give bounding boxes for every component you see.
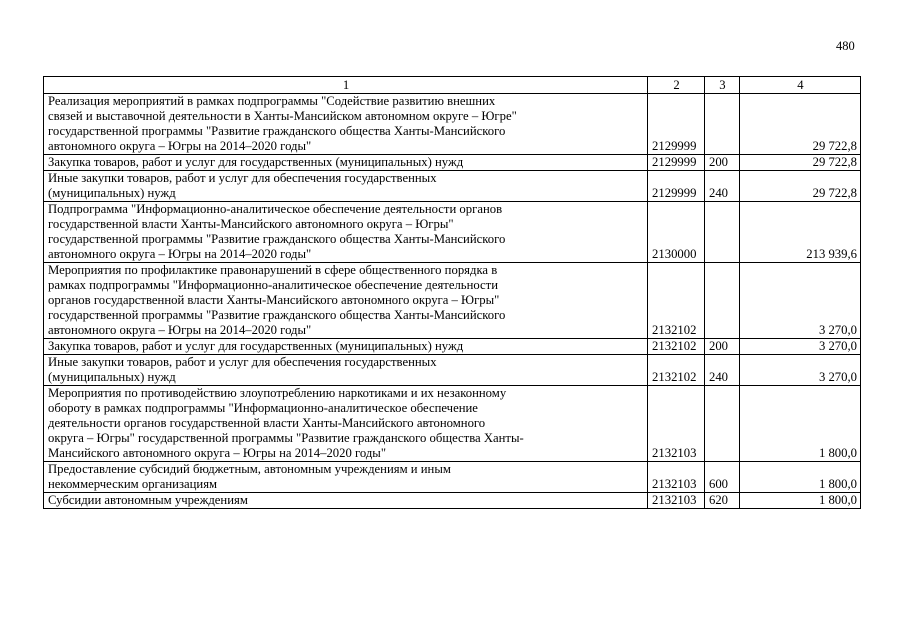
row-expense-type: 240 [704,171,739,202]
description-line: некоммерческим организациям [48,477,218,491]
header-col-2: 2 [648,77,705,94]
description-line: Мероприятия по противодействию злоупотреблению наркотиками и их незаконному [48,386,507,400]
table-row [44,171,861,202]
description-line: Закупка товаров, работ и услуг для государственных (муниципальных) нужд [48,339,464,353]
row-expense-type: 620 [704,493,739,509]
table-row [44,94,861,155]
row-amount: 3 270,0 [739,263,860,339]
row-description [44,94,648,155]
row-code: 2132102 [648,339,705,355]
row-description [44,171,648,202]
table-row [44,386,861,462]
description-line: автономного округа – Югры на 2014–2020 годы" [48,247,312,261]
description-line: округа – Югры" государственной программы "Развитие гражданского общества Ханты- [48,431,524,445]
budget-table [43,76,861,509]
description-line: связей и выставочной деятельности в Ханты-Мансийском автономном округе – Югре" [48,109,517,123]
description-line: автономного округа – Югры на 2014–2020 годы" [48,139,312,153]
description-line: Иные закупки товаров, работ и услуг для обеспечения государственных [48,171,437,185]
row-description [44,339,648,355]
description-line: государственной власти Ханты-Мансийского автономного округа – Югры" [48,217,454,231]
row-code: 2129999 [648,94,705,155]
table-row [44,462,861,493]
table-row [44,355,861,386]
row-amount: 1 800,0 [739,493,860,509]
description-line: Мероприятия по профилактике правонарушений в сфере общественного порядка в [48,263,498,277]
header-col-3: 3 [704,77,739,94]
description-line: обороту в рамках подпрограммы "Информационно-аналитическое обеспечение [48,401,478,415]
row-description [44,493,648,509]
row-amount: 29 722,8 [739,94,860,155]
table-row [44,155,861,171]
row-expense-type: 600 [704,462,739,493]
table-row [44,202,861,263]
row-expense-type: 200 [704,339,739,355]
row-amount: 213 939,6 [739,202,860,263]
row-expense-type [704,263,739,339]
row-description [44,355,648,386]
description-line: автономного округа – Югры на 2014–2020 годы" [48,323,312,337]
description-line: Реализация мероприятий в рамках подпрограммы "Содействие развитию внешних [48,94,496,108]
row-description [44,386,648,462]
description-line: Иные закупки товаров, работ и услуг для обеспечения государственных [48,355,437,369]
row-amount: 3 270,0 [739,339,860,355]
row-expense-type [704,94,739,155]
table-row [44,339,861,355]
description-line: (муниципальных) нужд [48,186,176,200]
row-description [44,202,648,263]
row-amount: 29 722,8 [739,155,860,171]
description-line: Закупка товаров, работ и услуг для государственных (муниципальных) нужд [48,155,464,169]
page-number: 480 [836,39,855,53]
header-col-1: 1 [44,77,648,94]
table-row [44,493,861,509]
description-line: Предоставление субсидий бюджетным, автономным учреждениям и иным [48,462,451,476]
description-line: органов государственной власти Ханты-Мансийского автономного округа – Югры" [48,293,500,307]
row-amount: 3 270,0 [739,355,860,386]
description-line: Подпрограмма "Информационно-аналитическое обеспечение деятельности органов [48,202,503,216]
row-expense-type [704,386,739,462]
row-code: 2132103 [648,386,705,462]
row-expense-type: 200 [704,155,739,171]
row-amount: 1 800,0 [739,386,860,462]
row-code: 2132103 [648,462,705,493]
description-line: Субсидии автономным учреждениям [48,493,248,507]
row-expense-type [704,202,739,263]
row-amount: 1 800,0 [739,462,860,493]
row-description [44,155,648,171]
row-expense-type: 240 [704,355,739,386]
description-line: деятельности органов государственной власти Ханты-Мансийского автономного [48,416,486,430]
description-line: государственной программы "Развитие гражданского общества Ханты-Мансийского [48,124,506,138]
table-row [44,263,861,339]
row-code: 2129999 [648,171,705,202]
description-line: государственной программы "Развитие гражданского общества Ханты-Мансийского [48,308,506,322]
description-line: рамках подпрограммы "Информационно-аналитическое обеспечение деятельности [48,278,498,292]
row-code: 2132103 [648,493,705,509]
header-col-4: 4 [739,77,860,94]
row-code: 2132102 [648,355,705,386]
row-code: 2130000 [648,202,705,263]
description-line: государственной программы "Развитие гражданского общества Ханты-Мансийского [48,232,506,246]
row-description [44,462,648,493]
row-description [44,263,648,339]
description-line: Мансийского автономного округа – Югры на 2014–2020 годы" [48,446,387,460]
description-line: (муниципальных) нужд [48,370,176,384]
row-amount: 29 722,8 [739,171,860,202]
row-code: 2132102 [648,263,705,339]
table-header-row [44,77,861,94]
row-code: 2129999 [648,155,705,171]
